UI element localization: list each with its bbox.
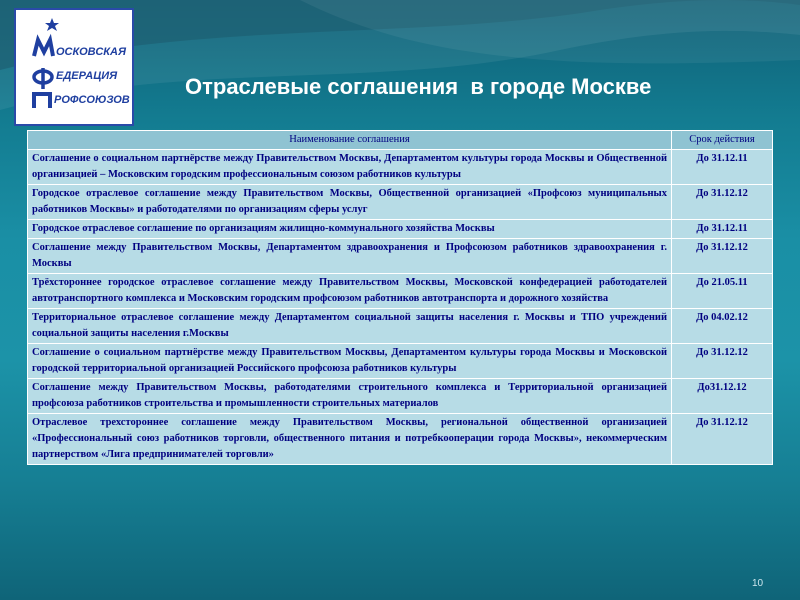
agreement-term: До 31.12.12 <box>672 414 773 465</box>
federation-logo <box>14 8 134 126</box>
agreement-name: Соглашение между Правительством Москвы, Департаментом здравоохранения и Профсоюзом работников здравоохранения г. Москвы <box>28 239 672 274</box>
agreement-name: Территориальное отраслевое соглашение между Департаментом социальной защиты населения г. Москвы и ТПО учреждений социальной защиты населения г.Москвы <box>28 309 672 344</box>
column-header-name: Наименование соглашения <box>28 131 672 150</box>
agreement-name: Соглашение о социальном партнёрстве между Правительством Москвы, Департаментом культуры города Москвы и Общественной организацией – Московским городским профессиональным союзом работников культуры <box>28 150 672 185</box>
agreement-term: До 04.02.12 <box>672 309 773 344</box>
agreements-table <box>27 130 773 465</box>
table-row <box>28 414 773 465</box>
table-row <box>28 185 773 220</box>
agreement-name: Соглашение между Правительством Москвы, работодателями строительного комплекса и Территориальной организацией профсоюза работников строительства и промышленности строительных материалов <box>28 379 672 414</box>
agreement-term: До 21.05.11 <box>672 274 773 309</box>
agreement-term: До 31.12.12 <box>672 185 773 220</box>
agreement-term: До31.12.12 <box>672 379 773 414</box>
table-row <box>28 150 773 185</box>
agreement-name: Отраслевое трехстороннее соглашение между Правительством Москвы, региональной общественной организацией «Профессиональный союз работников торговли, общественного питания и потребкооперации города Москвы», некоммерческим партнерством «Лига предпринимателей торговли» <box>28 414 672 465</box>
agreement-name: Городское отраслевое соглашение по организациям жилищно-коммунального хозяйства Москвы <box>28 220 672 239</box>
logo-text-line2: ЕДЕРАЦИЯ <box>56 70 118 82</box>
column-header-term: Срок действия <box>672 131 773 150</box>
agreement-term: До 31.12.11 <box>672 150 773 185</box>
table-row <box>28 274 773 309</box>
logo-emblem-icon <box>16 10 132 124</box>
table-header-row <box>28 131 773 150</box>
agreement-name: Соглашение о социальном партнёрстве между Правительством Москвы, Департаментом культуры города Москвы и Московской городской территориальной организацией Российского профсоюза работников культуры <box>28 344 672 379</box>
table-row <box>28 379 773 414</box>
agreement-term: До 31.12.12 <box>672 344 773 379</box>
agreement-name: Городское отраслевое соглашение между Правительством Москвы, Общественной организацией «Профсоюз муниципальных работников Москвы» и работодателями по организациям сферы услуг <box>28 185 672 220</box>
agreement-term: До 31.12.11 <box>672 220 773 239</box>
page-number: 10 <box>752 578 764 589</box>
logo-text-line1: ОСКОВСКАЯ <box>56 46 127 58</box>
table-row <box>28 309 773 344</box>
logo-text-line3: РОФСОЮЗОВ <box>54 94 130 106</box>
agreement-term: До 31.12.12 <box>672 239 773 274</box>
table-row <box>28 239 773 274</box>
page-title: Отраслевые соглашения в городе Москве <box>185 74 652 99</box>
table-row <box>28 220 773 239</box>
table-row <box>28 344 773 379</box>
agreement-name: Трёхстороннее городское отраслевое соглашение между Правительством Москвы, Московской конфедерацией работодателей автотранспортного комплекса и Московским городским профсоюзом работников автотранспорта и дорожного хозяйства <box>28 274 672 309</box>
